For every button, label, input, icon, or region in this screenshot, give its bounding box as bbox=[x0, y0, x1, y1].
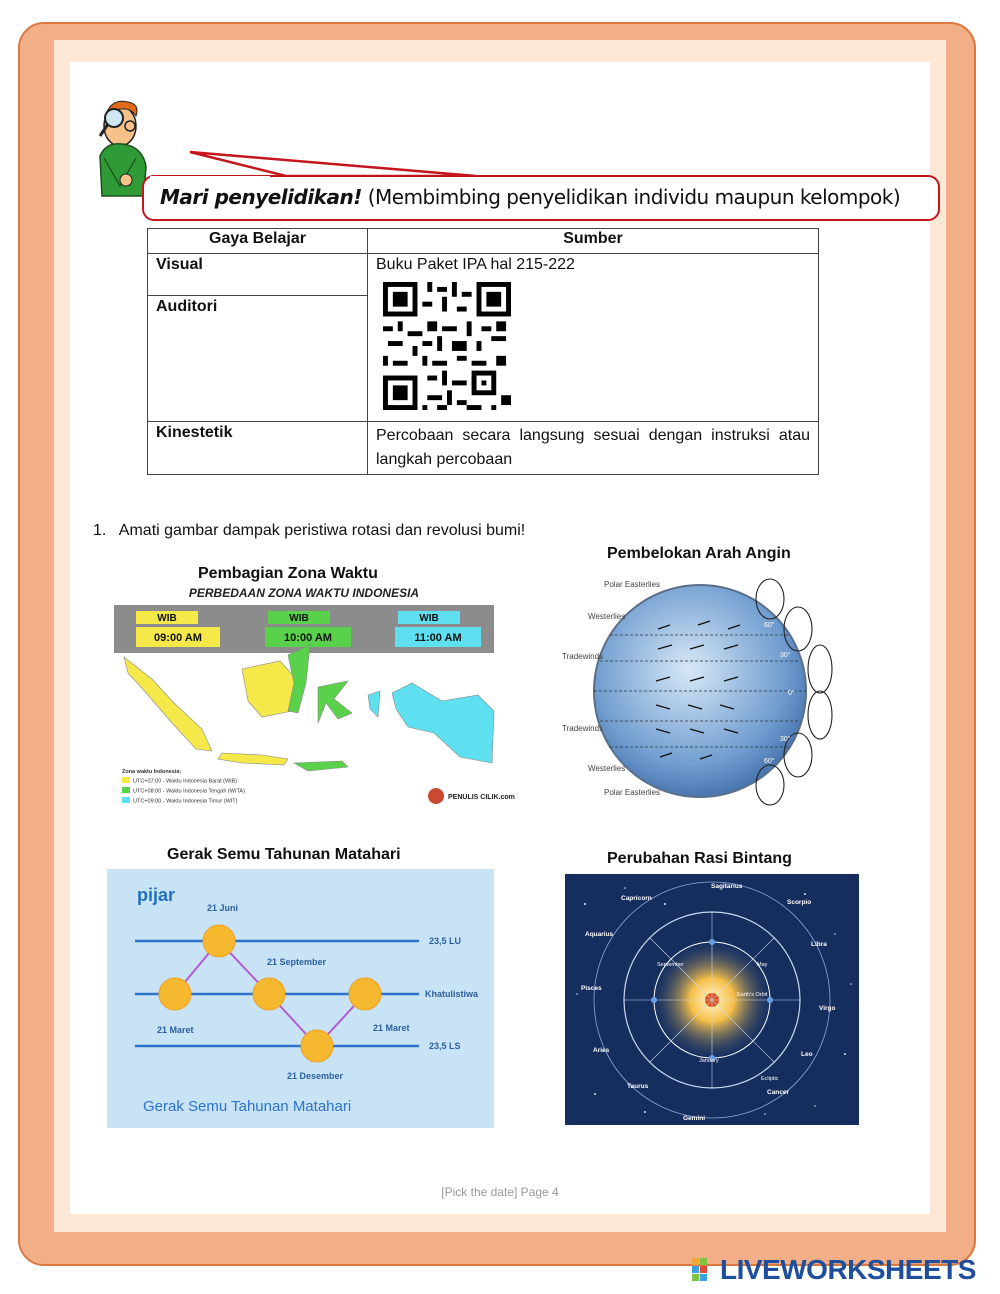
pijar-logo: pijar bbox=[137, 885, 176, 905]
zona-label: WIB bbox=[289, 613, 309, 624]
question-number: 1. bbox=[93, 522, 107, 539]
zona-caption: Pembagian Zona Waktu bbox=[198, 565, 378, 582]
angin-caption: Pembelokan Arah Angin bbox=[607, 545, 791, 562]
question-text: Amati gambar dampak peristiwa rotasi dan revolusi bumi! bbox=[118, 522, 526, 539]
sun-motion-image bbox=[107, 869, 494, 1128]
column-header-style: Gaya Belajar bbox=[148, 229, 368, 254]
zodiac-label: Capricorn bbox=[621, 895, 652, 902]
time-zone-map-image bbox=[112, 583, 515, 813]
table-row bbox=[148, 254, 819, 296]
zodiac-label: Leo bbox=[801, 1051, 813, 1058]
zona-time: 09:00 AM bbox=[154, 632, 202, 644]
latitude-label: 30° bbox=[780, 736, 791, 743]
zodiac-label: Virgo bbox=[819, 1005, 836, 1012]
zona-time: 10:00 AM bbox=[284, 632, 332, 644]
style-cell: Kinestetik bbox=[148, 422, 368, 475]
sun-date-label: 21 September bbox=[267, 957, 327, 967]
table-header-row bbox=[148, 229, 819, 254]
sun-motion-footer: Gerak Semu Tahunan Matahari bbox=[143, 1098, 352, 1115]
zona-label: WIB bbox=[419, 613, 439, 624]
sun-date-label: 21 Maret bbox=[157, 1025, 194, 1035]
callout-heading bbox=[160, 185, 900, 209]
callout-subtitle: (Membimbing penyelidikan individu maupun kelompok) bbox=[367, 185, 901, 209]
zona-legend-title: Zona waktu Indonesia: bbox=[122, 769, 182, 775]
zona-label: WIB bbox=[157, 613, 177, 624]
wind-deflection-image bbox=[560, 573, 842, 805]
latitude-label: 30° bbox=[780, 652, 791, 659]
rasi-caption: Perubahan Rasi Bintang bbox=[607, 850, 792, 867]
callout-mask bbox=[150, 176, 270, 184]
zodiac-center-label: Earth's Orbit bbox=[737, 992, 768, 998]
zona-legend-item: UTC+08:00 - Waktu Indonesia Tengah (WITA) bbox=[133, 788, 245, 795]
sun-date-label: 21 Maret bbox=[373, 1023, 410, 1033]
source-cell: Percobaan secara langsung sesuai dengan instruksi atau langkah percobaan bbox=[368, 422, 819, 475]
zodiac-label: Aquarius bbox=[585, 931, 614, 938]
liveworksheets-logo-icon bbox=[692, 1258, 716, 1282]
wind-label: Polar Easterlies bbox=[604, 788, 661, 797]
zodiac-label: Cancer bbox=[767, 1089, 790, 1096]
source-cell bbox=[368, 254, 819, 422]
style-cell: Auditori bbox=[148, 296, 368, 422]
zodiac-center-label: January bbox=[699, 1058, 719, 1064]
zodiac-label: Pisces bbox=[581, 985, 602, 992]
sun-line-label: 23,5 LU bbox=[429, 936, 462, 946]
zodiac-label: Gemini bbox=[683, 1115, 706, 1122]
zona-legend-item: UTC+09:00 - Waktu Indonesia Timur (WIT) bbox=[133, 798, 238, 805]
zodiac-image bbox=[565, 874, 859, 1125]
zodiac-label: Aries bbox=[593, 1047, 610, 1054]
wind-label: Westerlies bbox=[588, 764, 626, 773]
qr-code-icon[interactable] bbox=[382, 282, 512, 410]
sun-date-label: 21 Juni bbox=[207, 903, 239, 913]
zona-title: PERBEDAAN ZONA WAKTU INDONESIA bbox=[188, 586, 420, 600]
column-header-source: Sumber bbox=[368, 229, 819, 254]
sun-line-label: Khatulistiwa bbox=[425, 989, 479, 999]
zona-legend-item: UTC+07:00 - Waktu Indonesia Barat (WIB) bbox=[133, 778, 238, 785]
zodiac-label: Libra bbox=[811, 941, 827, 948]
wind-label: Polar Easterlies bbox=[604, 580, 661, 589]
callout-title: Mari penyelidikan! bbox=[160, 185, 362, 209]
liveworksheets-brand[interactable]: LIVEWORKSHEETS bbox=[720, 1254, 976, 1285]
zodiac-center-label: May bbox=[757, 962, 768, 968]
zona-time: 11:00 AM bbox=[414, 632, 462, 644]
zodiac-center-label: September bbox=[657, 962, 684, 968]
sun-line-label: 23,5 LS bbox=[429, 1041, 461, 1051]
zodiac-label: Taurus bbox=[627, 1083, 649, 1090]
wind-label: Tradewinds bbox=[562, 724, 604, 733]
wind-label: Westerlies bbox=[588, 612, 626, 621]
zodiac-label: Scorpio bbox=[787, 899, 812, 906]
zona-brand: PENULIS CILIK.com bbox=[448, 794, 515, 801]
source-text: Buku Paket IPA hal 215-222 bbox=[376, 256, 575, 273]
latitude-label: 0° bbox=[788, 690, 795, 697]
zodiac-center-label: Ecliptic bbox=[761, 1076, 779, 1082]
latitude-label: 60° bbox=[764, 758, 775, 765]
table-row bbox=[148, 422, 819, 475]
page-footer: [Pick the date] Page 4 bbox=[441, 1185, 559, 1199]
sun-date-label: 21 Desember bbox=[287, 1071, 344, 1081]
learning-style-table bbox=[147, 228, 819, 475]
question-item bbox=[93, 522, 525, 540]
wind-label: Tradewinds bbox=[562, 652, 604, 661]
latitude-label: 60° bbox=[764, 622, 775, 629]
matahari-caption: Gerak Semu Tahunan Matahari bbox=[167, 846, 401, 863]
style-cell: Visual bbox=[148, 254, 368, 296]
zodiac-label: Sagitarius bbox=[711, 883, 743, 890]
